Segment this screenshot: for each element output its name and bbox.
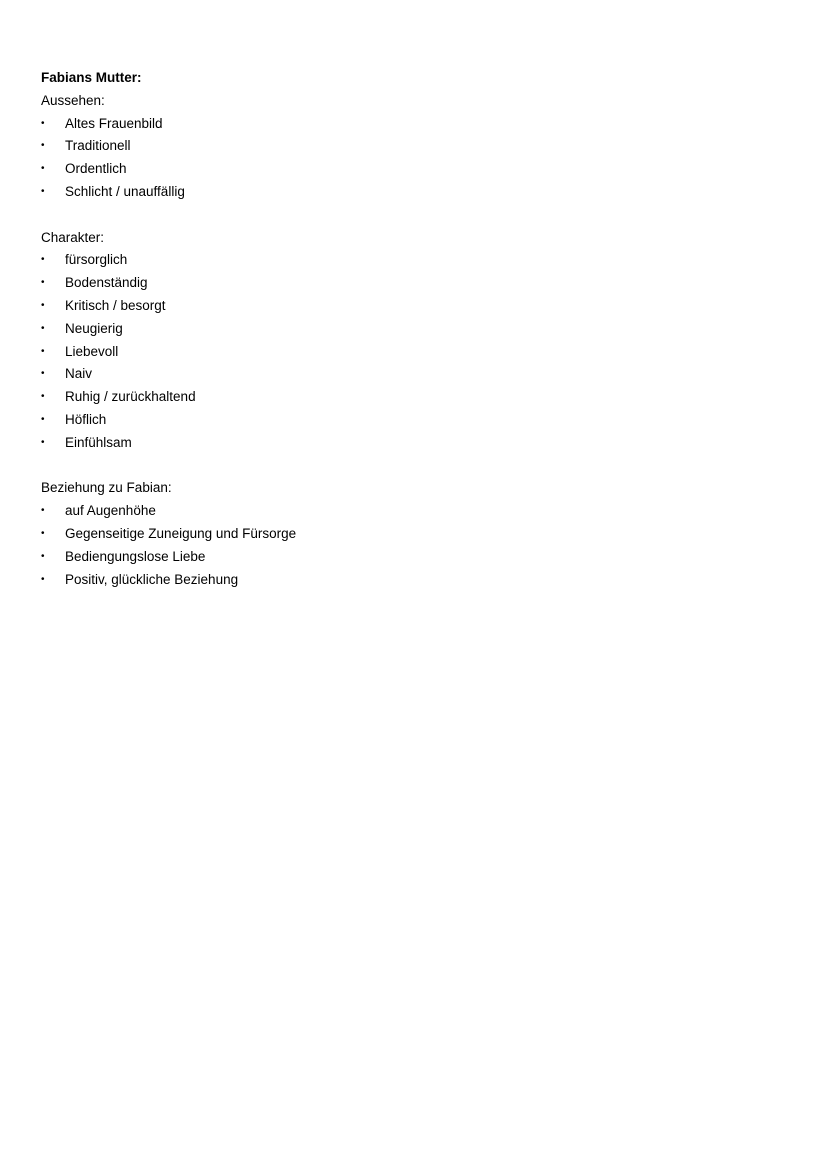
bullet-icon: • (41, 163, 45, 175)
bullet-icon: • (41, 505, 45, 517)
section-spacer (41, 204, 781, 227)
list-item-text: auf Augenhöhe (65, 503, 156, 519)
section-label-beziehung: Beziehung zu Fabian: (41, 480, 172, 496)
list-item-text: fürsorglich (65, 252, 128, 268)
bullet-icon: • (41, 277, 45, 289)
list-item-text: Altes Frauenbild (65, 115, 163, 131)
bullet-icon: • (41, 550, 45, 562)
bullet-icon: • (41, 391, 45, 403)
bullet-icon: • (41, 527, 45, 539)
list-item (41, 135, 781, 158)
list-item (41, 386, 781, 409)
bullet-icon: • (41, 185, 45, 197)
list-item-text: Liebevoll (65, 343, 119, 359)
bullet-icon: • (41, 254, 45, 266)
bullet-icon: • (41, 140, 45, 152)
list-item-text: Ordentlich (65, 161, 127, 177)
bullet-icon: • (41, 322, 45, 334)
section-label-aussehen: Aussehen: (41, 92, 105, 108)
list-item-text: Einfühlsam (65, 434, 132, 450)
bullet-icon: • (41, 436, 45, 448)
list-item-text: Gegenseitige Zuneigung und Fürsorge (65, 525, 297, 541)
list-item (41, 158, 781, 181)
list-aussehen (41, 113, 781, 204)
list-item-text: Naiv (65, 366, 93, 382)
list-item-text: Schlicht / unauffällig (65, 183, 185, 199)
document-page (41, 67, 781, 591)
bullet-icon: • (41, 413, 45, 425)
list-item-text: Positiv, glückliche Beziehung (65, 571, 239, 587)
list-item (41, 500, 781, 523)
list-beziehung (41, 500, 781, 591)
list-item (41, 318, 781, 341)
document-title: Fabians Mutter: (41, 70, 142, 85)
bullet-icon: • (41, 368, 45, 380)
list-item (41, 409, 781, 432)
section-spacer (41, 455, 781, 478)
bullet-icon: • (41, 299, 45, 311)
list-item-text: Kritisch / besorgt (65, 297, 166, 313)
list-charakter (41, 249, 781, 454)
bullet-icon: • (41, 573, 45, 585)
list-item-text: Ruhig / zurückhaltend (65, 389, 196, 405)
list-item (41, 272, 781, 295)
list-item-text: Neugierig (65, 320, 123, 336)
list-item (41, 546, 781, 569)
list-item-text: Bodenständig (65, 275, 148, 291)
list-item-text: Höflich (65, 411, 107, 427)
list-item (41, 181, 781, 204)
list-item (41, 341, 781, 364)
list-item (41, 249, 781, 272)
bullet-icon: • (41, 117, 45, 129)
list-item (41, 523, 781, 546)
list-item (41, 432, 781, 455)
bullet-icon: • (41, 345, 45, 357)
list-item (41, 363, 781, 386)
list-item (41, 295, 781, 318)
section-label-charakter: Charakter: (41, 229, 105, 245)
list-item-text: Bediengungslose Liebe (65, 548, 206, 564)
list-item (41, 113, 781, 136)
list-item-text: Traditionell (65, 138, 131, 154)
list-item (41, 569, 781, 592)
